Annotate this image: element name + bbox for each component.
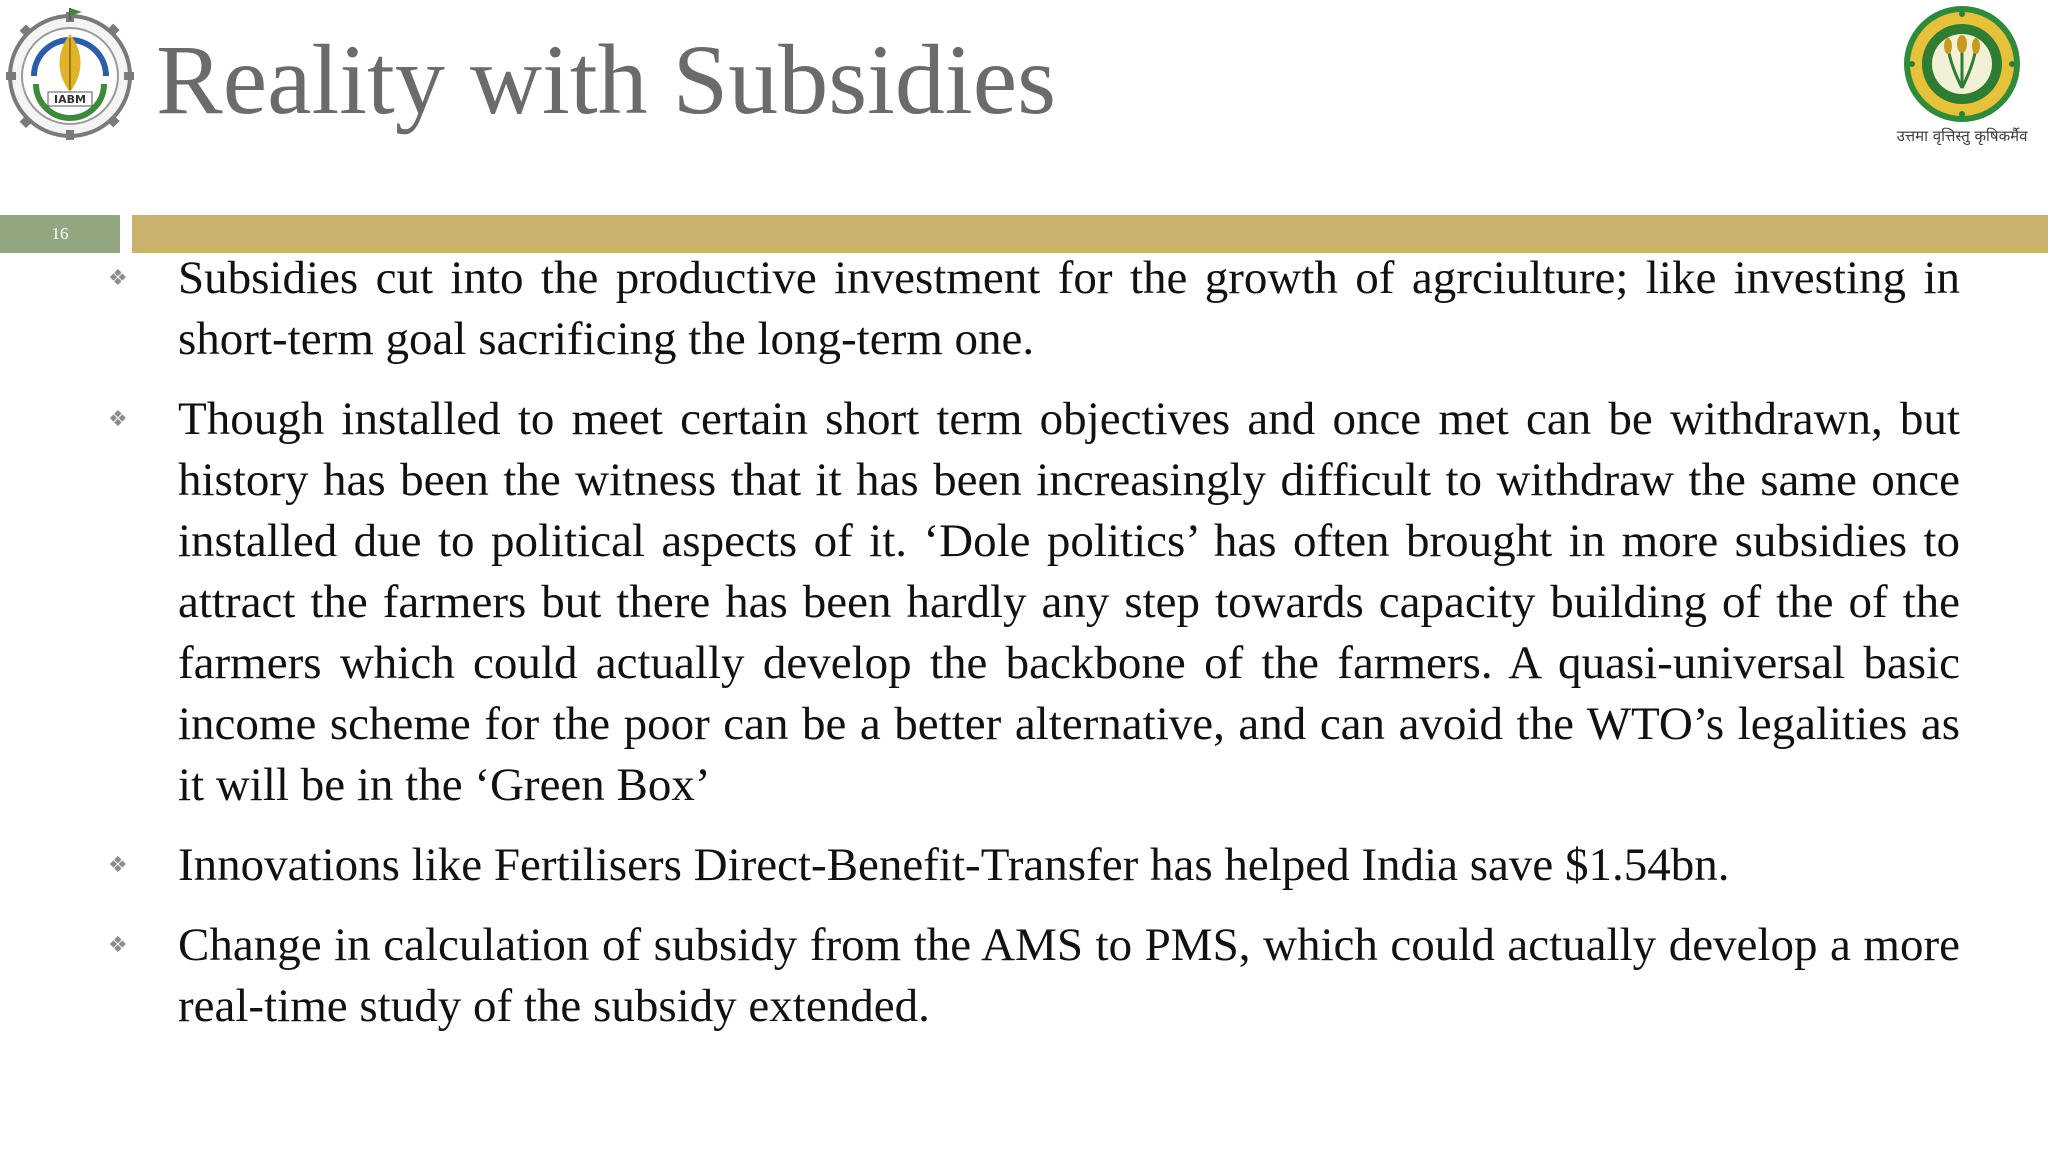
bullet-text: Though installed to meet certain short term objectives and once met can be withdrawn, but history has been the witness that it has been increasingly difficult to withdraw the same once installed due to political aspects of it. ‘Dole politics’ has often brought in more subsidies to attract the farmers but there has been hardly any step towards capacity building of the of the farmers which could actually develop the backbone of the farmers. A quasi-universal basic income scheme for the poor can be a better alternative, and can avoid the WTO’s legalities as it will be in the ‘Green Box’ bbox=[178, 393, 1960, 811]
university-emblem bbox=[1876, 2, 2048, 124]
slide-number: 16 bbox=[51, 224, 69, 243]
iabm-logo-graphic bbox=[4, 4, 138, 144]
four-diamond-icon: ❖ bbox=[108, 853, 128, 878]
slide-title: Reality with Subsidies bbox=[156, 24, 1056, 135]
bullet-list bbox=[108, 248, 1960, 1056]
institute-logo bbox=[4, 4, 138, 144]
four-diamond-icon: ❖ bbox=[108, 266, 128, 291]
four-diamond-icon: ❖ bbox=[108, 407, 128, 432]
four-diamond-icon: ❖ bbox=[108, 933, 128, 958]
bullet-item bbox=[108, 835, 1960, 896]
bullet-text: Change in calculation of subsidy from the AMS to PMS, which could actually develop a more real-time study of the subsidy extended. bbox=[178, 919, 1960, 1032]
bullet-item bbox=[108, 915, 1960, 1037]
bullet-item bbox=[108, 389, 1960, 816]
slide-number-box bbox=[0, 215, 120, 253]
university-logo bbox=[1876, 2, 2048, 152]
bullet-item bbox=[108, 248, 1960, 370]
bullet-text: Subsidies cut into the productive investment for the growth of agrciulture; like investing in short-term goal sacrificing the long-term one. bbox=[178, 252, 1960, 365]
university-motto: उत्तमा वृत्तिस्तु कृषिकर्मैव bbox=[1896, 127, 2028, 145]
logo-lettering: IABM bbox=[54, 93, 86, 106]
bullet-text: Innovations like Fertilisers Direct-Benefit-Transfer has helped India save $1.54bn. bbox=[178, 839, 1730, 891]
